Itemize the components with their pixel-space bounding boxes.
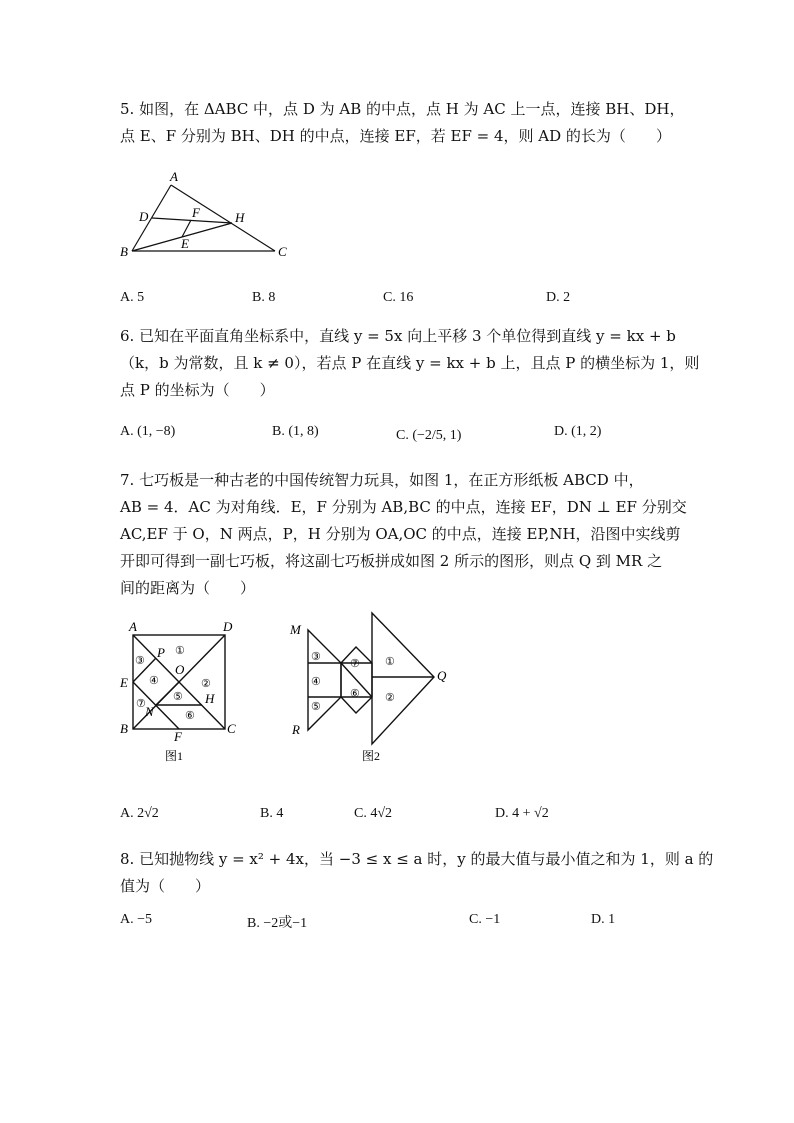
question-5-figure xyxy=(115,165,295,265)
q6-option-b[interactable]: B. (1, 8) xyxy=(272,424,319,439)
question-8 xyxy=(120,846,714,900)
fig1-label-n: N xyxy=(145,704,154,719)
fig1-label-p: P xyxy=(157,645,165,660)
question-6-line-1: 6. 已知在平面直角坐标系中，直线 y = 5x 向上平移 3 个单位得到直线 y = kx + b xyxy=(120,327,676,345)
q8-option-a[interactable]: A. −5 xyxy=(120,912,153,927)
question-5-line-2: 点 E、F 分别为 BH、DH 的中点，连接 EF，若 EF = 4，则 AD 的长为（ ） xyxy=(120,127,671,145)
fig1-piece-6: ⑥ xyxy=(185,710,195,722)
fig1-label-e: E xyxy=(120,675,128,690)
fig2-piece-1: ① xyxy=(385,656,395,668)
question-7-line-1: 7. 七巧板是一种古老的中国传统智力玩具，如图 1，在正方形纸板 ABCD 中， xyxy=(120,471,644,489)
q6-option-a[interactable]: A. (1, −8) xyxy=(120,424,176,439)
fig2-piece-3: ③ xyxy=(311,651,321,663)
fig1-piece-5: ⑤ xyxy=(173,691,183,703)
tangram-figure-1 xyxy=(117,615,247,765)
question-7 xyxy=(120,467,687,602)
fig2-label-q: Q xyxy=(437,668,447,683)
fig2-caption: 图2 xyxy=(362,749,381,763)
q5-label-a: A xyxy=(170,169,178,184)
q8-option-b[interactable]: B. −2或−1 xyxy=(247,916,308,931)
question-7-line-2: AB = 4．AC 为对角线．E，F 分别为 AB,BC 的中点，连接 EF，DN ⊥ EF 分别交 xyxy=(120,498,687,516)
fig1-piece-3: ③ xyxy=(135,655,145,667)
fig2-piece-4: ④ xyxy=(311,676,321,688)
q8-option-d[interactable]: D. 1 xyxy=(591,912,616,927)
fig2-piece-2: ② xyxy=(385,692,395,704)
q5-label-e: E xyxy=(181,236,189,251)
q6-option-c[interactable]: C. (−2/5, 1) xyxy=(396,428,462,443)
tangram-figure-2 xyxy=(288,610,458,765)
q5-option-c[interactable]: C. 16 xyxy=(383,290,414,305)
fig1-piece-4: ④ xyxy=(149,675,159,687)
fig1-label-a: A xyxy=(129,619,137,634)
fig1-label-f: F xyxy=(174,729,182,744)
fig1-label-c: C xyxy=(227,721,236,736)
fig2-piece-7: ⑦ xyxy=(350,658,360,670)
fig2-label-m: M xyxy=(290,622,301,637)
q5-option-b[interactable]: B. 8 xyxy=(252,290,276,305)
question-6-line-3: 点 P 的坐标为（ ） xyxy=(120,381,275,399)
q5-option-d[interactable]: D. 2 xyxy=(546,290,571,305)
q5-label-d: D xyxy=(139,209,149,224)
question-7-line-4: 开即可得到一副七巧板，将这副七巧板拼成如图 2 所示的图形，则点 Q 到 MR 之 xyxy=(120,552,663,570)
q6-option-d[interactable]: D. (1, 2) xyxy=(554,424,602,439)
question-6-options xyxy=(120,424,680,452)
q5-label-f: F xyxy=(192,205,200,220)
q5-label-c: C xyxy=(278,244,287,259)
question-7-line-3: AC,EF 于 O，N 两点，P，H 分别为 OA,OC 的中点，连接 EP,NH，沿图中实线剪 xyxy=(120,525,681,543)
fig1-label-o: O xyxy=(175,662,185,677)
question-7-options xyxy=(120,806,680,834)
fig1-label-h: H xyxy=(205,691,215,706)
question-6 xyxy=(120,323,700,404)
q5-label-h: H xyxy=(235,210,245,225)
fig1-piece-2: ② xyxy=(201,678,211,690)
question-8-line-2: 值为（ ） xyxy=(120,877,211,895)
q8-option-c[interactable]: C. −1 xyxy=(469,912,501,927)
q5-label-b: B xyxy=(120,244,128,259)
question-5-line-1: 5. 如图，在 ΔABC 中，点 D 为 AB 的中点，点 H 为 AC 上一点，连接 BH、DH， xyxy=(120,100,685,118)
question-6-line-2: （k，b 为常数，且 k ≠ 0），若点 P 在直线 y = kx + b 上，且点 P 的横坐标为 1，则 xyxy=(120,354,700,372)
fig1-piece-7: ⑦ xyxy=(136,698,146,710)
fig1-label-d: D xyxy=(223,619,233,634)
q7-option-d[interactable]: D. 4 + √2 xyxy=(495,806,549,821)
fig2-piece-5: ⑤ xyxy=(311,701,321,713)
q5-option-a[interactable]: A. 5 xyxy=(120,290,145,305)
question-8-options xyxy=(120,912,680,940)
fig2-piece-6: ⑥ xyxy=(350,688,360,700)
fig1-piece-1: ① xyxy=(175,645,185,657)
q7-option-b[interactable]: B. 4 xyxy=(260,806,284,821)
q7-option-a[interactable]: A. 2√2 xyxy=(120,806,159,821)
q7-option-c[interactable]: C. 4√2 xyxy=(354,806,393,821)
question-8-line-1: 8. 已知抛物线 y = x² + 4x，当 −3 ≤ x ≤ a 时，y 的最大值与最小值之和为 1，则 a 的 xyxy=(120,850,714,868)
question-5-options xyxy=(120,290,680,318)
question-5 xyxy=(120,96,685,150)
question-7-line-5: 间的距离为（ ） xyxy=(120,579,256,597)
fig1-label-b: B xyxy=(120,721,128,736)
fig2-label-r: R xyxy=(292,722,300,737)
fig1-caption: 图1 xyxy=(165,749,184,763)
